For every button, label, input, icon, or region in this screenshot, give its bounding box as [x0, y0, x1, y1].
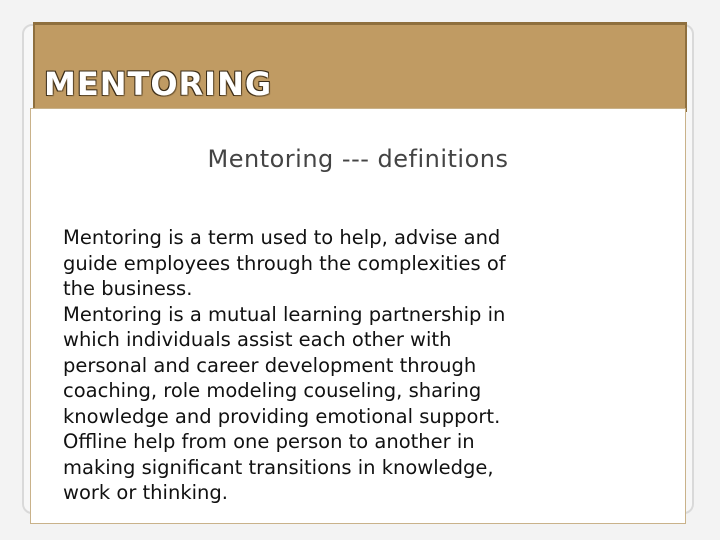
definition-paragraph-2: Mentoring is a mutual learning partnership in which individuals assist each other with personal and career development through coaching, role modeling couseling, sharing knowledge and providing emotional support.	[63, 302, 506, 428]
content-image	[30, 108, 686, 524]
definition-paragraph-1: Mentoring is a term used to help, advise and guide employees through the complexities of the business.	[63, 226, 506, 300]
slide-title: MENTORING	[44, 65, 273, 103]
definition-paragraph-3: Offline help from one person to another in making significant transitions in knowledge, work or thinking.	[63, 430, 494, 504]
content-heading: Mentoring --- definitions	[207, 145, 509, 173]
definitions-list	[63, 225, 673, 506]
